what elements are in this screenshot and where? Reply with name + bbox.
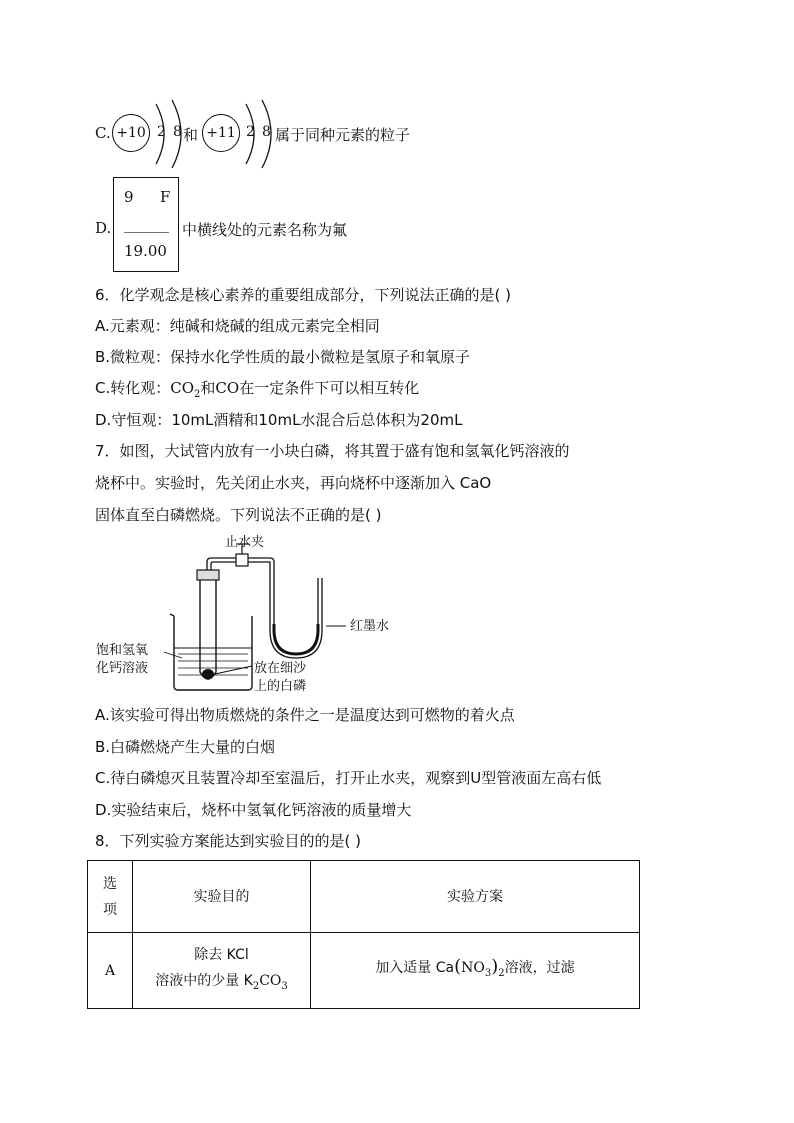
atom2-charge: +11 (206, 125, 236, 141)
row-a-option: A (88, 933, 133, 1009)
atom1-nucleus (112, 114, 150, 152)
q8-options-table (87, 860, 640, 1009)
option-d-prefix: D. (95, 219, 112, 237)
q6-option-d: D.守恒观：10mL酒精和10mL水混合后总体积为20mL (95, 411, 463, 429)
element-number: 9 (124, 188, 134, 206)
atom1-shell-2: 8 (173, 124, 182, 140)
atom2-shell-2: 8 (262, 124, 271, 140)
q7-stem-line1: 7．如图，大试管内放有一小块白磷，将其置于盛有饱和氢氧化钙溶液的 (95, 442, 570, 460)
q7-option-a: A.该实验可得出物质燃烧的条件之一是温度达到可燃物的着火点 (95, 706, 515, 724)
q7-stem-line3: 固体直至白磷燃烧。下列说法不正确的是( ) (95, 506, 382, 524)
element-card (113, 177, 179, 272)
label-clamp: 止水夹 (225, 535, 265, 550)
label-solution-line1: 饱和氢氧 (96, 643, 149, 658)
element-name-blank: ______ (124, 215, 169, 233)
row-a-goal: 除去 KCl 溶液中的少量 $K_2CO_3$ (133, 933, 311, 1009)
q7-option-b: B.白磷燃烧产生大量的白烟 (95, 738, 276, 756)
label-sand-line2: 上的白磷 (254, 679, 307, 694)
option-c-text: 属于同种元素的粒子 (275, 126, 411, 144)
element-mass: 19.00 (124, 242, 167, 260)
q7-option-d: D.实验结束后，烧杯中氢氧化钙溶液的质量增大 (95, 801, 412, 819)
option-c-prefix: C. (95, 124, 111, 142)
row-a-plan: 加入适量 $Ca(NO_3)_2$溶液，过滤 (311, 933, 640, 1009)
option-d-text: 中横线处的元素名称为氟 (182, 221, 348, 239)
atom2-shell-1: 2 (246, 124, 255, 140)
header-goal: 实验目的 (133, 861, 311, 933)
option-c-and: 和 (183, 126, 199, 144)
q6-option-a: A.元素观：纯碱和烧碱的组成元素完全相同 (95, 317, 380, 335)
table-header-row (88, 861, 640, 933)
q8-stem: 8．下列实验方案能达到实验目的的是( ) (95, 832, 362, 850)
q7-option-c: C.待白磷熄灭且装置冷却至室温后，打开止水夹，观察到U型管液面左高右低 (95, 769, 602, 787)
element-symbol: F (160, 188, 171, 206)
atom1-shell-1: 2 (157, 124, 166, 140)
q7-stem-line2: 烧杯中。实验时，先关闭止水夹，再向烧杯中逐渐加入 CaO (95, 474, 492, 492)
q6-option-c: C.转化观：$CO_2$和CO在一定条件下可以相互转化 (95, 379, 420, 400)
label-sand-line1: 放在细沙 (254, 661, 307, 676)
table-row (88, 933, 640, 1009)
header-option: 选 项 (88, 861, 133, 933)
atom2-nucleus (202, 114, 240, 152)
label-red-ink: 红墨水 (350, 619, 390, 634)
header-plan: 实验方案 (311, 861, 640, 933)
atom1-charge: +10 (116, 125, 146, 141)
q6-stem: 6．化学观念是核心素养的重要组成部分，下列说法正确的是( ) (95, 286, 512, 304)
label-solution-line2: 化钙溶液 (96, 661, 149, 676)
q6-option-b: B.微粒观：保持水化学性质的最小微粒是氢原子和氧原子 (95, 348, 471, 366)
